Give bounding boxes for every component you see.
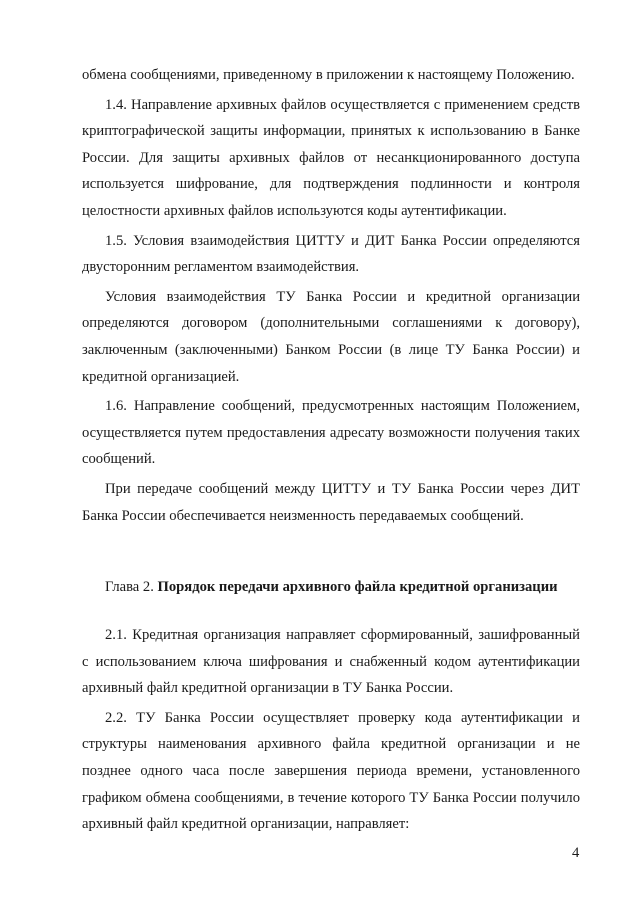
chapter-title: Порядок передачи архивного файла кредитной организации (157, 579, 558, 595)
chapter-prefix: Глава 2. (105, 579, 158, 595)
paragraph-interaction-conditions: Условия взаимодействия ТУ Банка России и кредитной организации определяются договором (дополнительными соглашениями к договору), заключенным (заключенными) Банком России (в лице ТУ Банка России) и кредитной организацией. (82, 288, 580, 385)
text-section-2 (82, 622, 580, 838)
paragraph-2-2: 2.2. ТУ Банка России осуществляет проверку кода аутентификации и структуры наименования архивного файла кредитной организации и не позднее одного часа после завершения периода времени, установленного графиком обмена сообщениями, в течение которого ТУ Банка России получило архивный файл кредитной организации, направляет: (82, 709, 580, 833)
chapter-heading (82, 574, 580, 601)
paragraph-2-1: 2.1. Кредитная организация направляет сформированный, зашифрованный с использованием ключа шифрования и снабженный кодом аутентификации архивный файл кредитной организации в ТУ Банка России. (82, 627, 580, 697)
text-section-1 (82, 62, 580, 529)
paragraph-1-4: 1.4. Направление архивных файлов осуществляется с применением средств криптографической защиты информации, принятых к использованию в Банке России. Для защиты архивных файлов от несанкционированного доступа используется шифрование, для подтверждения подлинности и контроля целостности архивных файлов используются коды аутентификации. (82, 96, 580, 219)
paragraph-1-6: 1.6. Направление сообщений, предусмотренных настоящим Положением, осуществляется путем предоставления адресату возможности получения таких сообщений. (82, 398, 580, 468)
paragraph-continuation: обмена сообщениями, приведенному в приложении к настоящему Положению. (82, 67, 575, 83)
paragraph-1-5: 1.5. Условия взаимодействия ЦИТТУ и ДИТ Банка России определяются двусторонним регламентом взаимодействия. (82, 232, 580, 276)
page-number: 4 (572, 845, 580, 861)
paragraph-message-transfer: При передаче сообщений между ЦИТТУ и ТУ Банка России через ДИТ Банка России обеспечивается неизменность передаваемых сообщений. (82, 480, 580, 524)
